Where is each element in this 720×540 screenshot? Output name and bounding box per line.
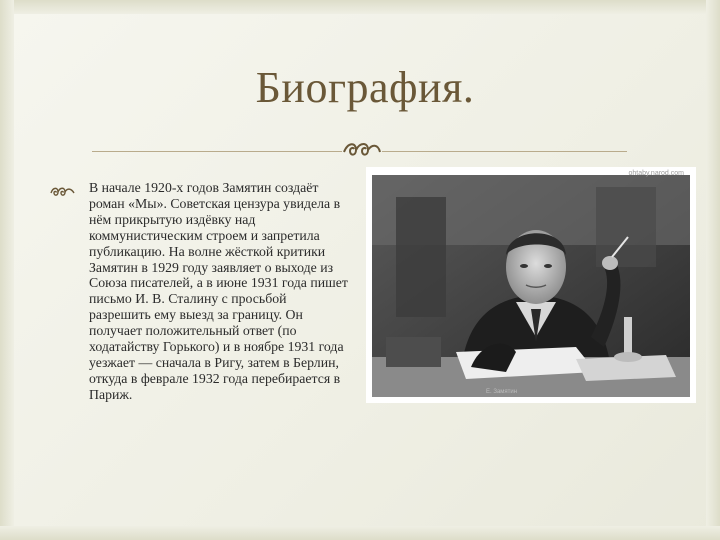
divider-line-right <box>382 151 627 152</box>
photo-watermark: ohtaby.narod.com <box>628 170 684 177</box>
frame-right <box>706 0 720 540</box>
divider-line-left <box>92 151 342 152</box>
photo-caption: Е. Замятин <box>486 389 518 395</box>
curl-bullet-icon <box>50 184 76 198</box>
curl-ornament-icon <box>342 138 382 164</box>
biography-paragraph: В начале 1920-х годов Замятин создаёт роман «Мы». Советская цензура увидела в нём прикрытую издёвку над коммунистическим строем и запретила публикацию. На волне жёсткой критики Замятин в 1929 году заявляет о выходе из Союза писателей, а в июне 1931 года пишет письмо И. В. Сталину с просьбой разрешить ему выезд за границу. Он получает положительный ответ (по ходатайству Горького) и в ноябре 1931 года уезжает — сначала в Ригу, затем в Берлин, откуда в феврале 1932 года перебирается в Париж. <box>89 180 348 402</box>
frame-bottom <box>0 526 720 540</box>
slide-title: Биография. <box>255 63 475 112</box>
frame-top <box>0 0 720 14</box>
author-photo <box>366 167 696 403</box>
frame-left <box>0 0 14 540</box>
